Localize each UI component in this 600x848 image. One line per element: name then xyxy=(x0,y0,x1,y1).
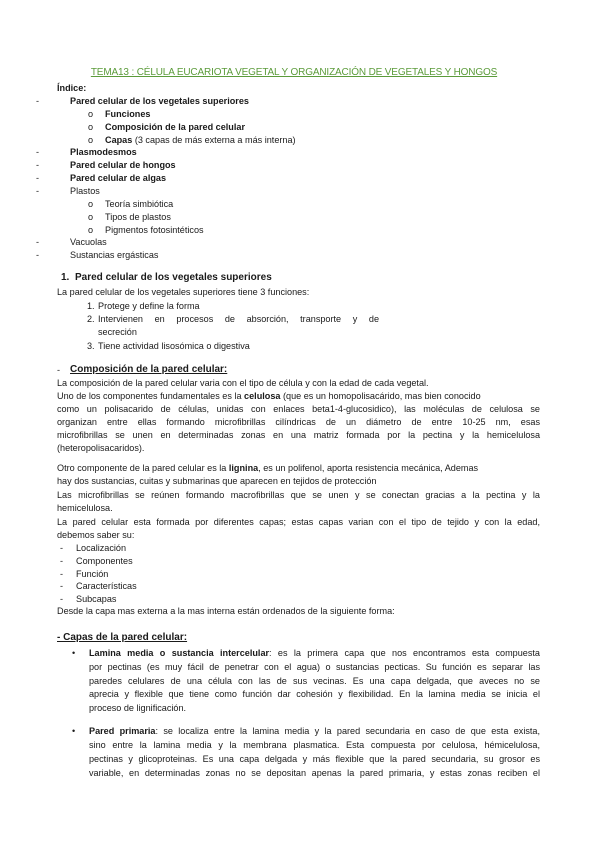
composition-p2-line xyxy=(57,390,481,402)
term-celulosa: celulosa xyxy=(244,391,281,401)
list-item: Localización xyxy=(76,543,127,553)
layer-line: paredes celulares de una célula con las de sus vecinas. Es una capa delgada, que aveces no se xyxy=(89,676,540,686)
function-text: Protege y define la forma xyxy=(98,301,200,311)
composition-p3-line xyxy=(57,462,478,474)
bullet: • xyxy=(72,648,76,658)
index-item: Pigmentos fotosintéticos xyxy=(105,224,204,235)
composition-p4-line: hemicelulosa. xyxy=(57,503,113,513)
list-dash: - xyxy=(60,594,64,605)
layer-line xyxy=(89,647,540,659)
list-dash: - xyxy=(60,568,64,579)
composition-p2-line: como un polisacarido de células, unidas con enlaces beta1-4-glucosidico), las moléculas de celulosa se xyxy=(57,404,540,414)
layer-line: por pectinas (es muy fácil de penetrar con el agua) o sustancias pecticas. Su función es separar las xyxy=(89,662,540,672)
layer-line: sino entre la lamina media y la membrana plasmatica. Esta compuesta por celulosa, hémicelulosa, xyxy=(89,740,540,750)
list-item: Subcapas xyxy=(76,594,117,605)
text-run: Otro componente de la pared celular es la xyxy=(57,463,229,473)
text-run: : se localiza entre la lamina media y la pared secundaria en caso de que esta exista, xyxy=(155,726,541,736)
function-text: Intervienen en procesos de absorción, transporte y de xyxy=(98,314,379,324)
index-bullet: - xyxy=(36,147,40,158)
list-item: Componentes xyxy=(76,555,133,566)
layer-line: variable, en determinadas zonas no se depositan apenas la pared primaria, y estas zonas reciben el xyxy=(89,768,540,778)
index-item: Plasmodesmos xyxy=(70,147,137,158)
index-item: Plastos xyxy=(70,185,100,196)
composition-p1: La composición de la pared celular varia con el tipo de célula y con la edad de cada vegetal. xyxy=(57,378,429,388)
function-number: 3. xyxy=(87,341,95,351)
index-item: Teoría simbiótica xyxy=(105,198,174,209)
document-title: TEMA13 : CÉLULA EUCARIOTA VEGETAL Y ORGANIZACIÓN DE VEGETALES Y HONGOS xyxy=(90,67,498,78)
index-item: Tipos de plastos xyxy=(105,211,171,222)
index-heading: Índice: xyxy=(57,83,87,93)
layer-line: aprecia y flexible que tiene como función dar cohesión y flexibilidad. En la lamina media se inicia el xyxy=(89,689,540,699)
function-number: 1. xyxy=(87,301,95,311)
index-bullet: o xyxy=(88,121,94,132)
layer-term: Lamina media o sustancia intercelular xyxy=(89,648,270,658)
composition-p2-line: microfibrillas se unen en determinadas zonas en una matriz formada por la pectina y la hemicelulosa xyxy=(57,430,540,440)
index-item: Pared celular de algas xyxy=(70,173,167,184)
section1-intro: La pared celular de los vegetales superiores tiene 3 funciones: xyxy=(57,287,310,297)
section1-number: 1. xyxy=(61,272,70,283)
composition-p4-line: Las microfibrillas se reúnen formando macrofibrillas que se unen y se conectan gracias a la pectina y la xyxy=(57,490,540,500)
index-item: Funciones xyxy=(105,108,151,119)
list-dash: - xyxy=(60,581,64,592)
index-item: Sustancias ergásticas xyxy=(70,250,159,261)
index-item: Vacuolas xyxy=(70,237,107,248)
index-item: Pared celular de los vegetales superiores xyxy=(70,96,249,106)
index-bullet: - xyxy=(36,160,40,171)
index-bullet: o xyxy=(88,224,94,235)
layer-term: Pared primaria xyxy=(89,726,156,736)
list-item: Función xyxy=(76,568,109,579)
index-item-bold: Capas xyxy=(105,134,133,145)
index-item: Composición de la pared celular xyxy=(105,121,245,132)
index-item-rest: (3 capas de más externa a más interna) xyxy=(132,134,296,145)
list-dash: - xyxy=(60,543,64,553)
composition-p5-line: debemos saber su: xyxy=(57,530,135,540)
index-bullet: - xyxy=(36,250,40,261)
function-text-cont: secreción xyxy=(98,327,137,337)
index-bullet: - xyxy=(36,173,40,184)
composition-p6: Desde la capa mas externa a la mas interna están ordenados de la siguiente forma: xyxy=(57,606,395,616)
bullet: • xyxy=(72,726,76,736)
index-bullet: - xyxy=(36,185,40,196)
list-dash: - xyxy=(60,555,64,566)
term-lignina: lignina xyxy=(228,463,259,473)
function-text: Tiene actividad lisosómica o digestiva xyxy=(98,341,250,351)
layer-line xyxy=(89,725,540,737)
composition-p2-line: (heteropolisacaridos). xyxy=(57,443,145,453)
text-run: Uno de los componentes fundamentales es la xyxy=(57,391,245,401)
layer-line: pectinas y glicoproteinas. Es una capa delgada y más flexible que la pared secundaria, su grosor es xyxy=(89,754,540,764)
composition-dash: - xyxy=(57,365,61,375)
index-bullet: o xyxy=(88,134,94,145)
index-bullet: - xyxy=(36,237,40,248)
section1-heading: Pared celular de los vegetales superiores xyxy=(75,272,272,283)
composition-p2-line: organizan entre ellas formando microfibrillas cilíndricas de un diámetro de entre 10-25 nm, esas xyxy=(57,417,540,427)
index-bullet: o xyxy=(88,198,94,209)
function-number: 2. xyxy=(87,314,95,324)
index-item: Pared celular de hongos xyxy=(70,160,176,171)
index-bullet: o xyxy=(88,108,94,119)
text-run: : es la primera capa que nos encontramos esta compuesta xyxy=(269,648,540,658)
composition-p5-line: La pared celular esta formada por diferentes capas; estas capas varian con el tipo de tejido y con la edad, xyxy=(57,517,540,527)
layers-heading: - Capas de la pared celular: xyxy=(57,632,188,643)
index-bullet: - xyxy=(36,96,40,106)
layer-line: proceso de lignificación. xyxy=(89,703,187,713)
index-item xyxy=(105,134,296,146)
text-run: , es un polifenol, aporta resistencia mecánica, Ademas xyxy=(258,463,479,473)
composition-p3-line: hay dos sustancias, cuitas y submarinas que aparecen en tejidos de protección xyxy=(57,476,377,486)
index-bullet: o xyxy=(88,211,94,222)
composition-heading: Composición de la pared celular: xyxy=(70,364,228,375)
list-item: Características xyxy=(76,581,137,592)
text-run: (que es un homopolisacárido, mas bien conocido xyxy=(280,391,481,401)
